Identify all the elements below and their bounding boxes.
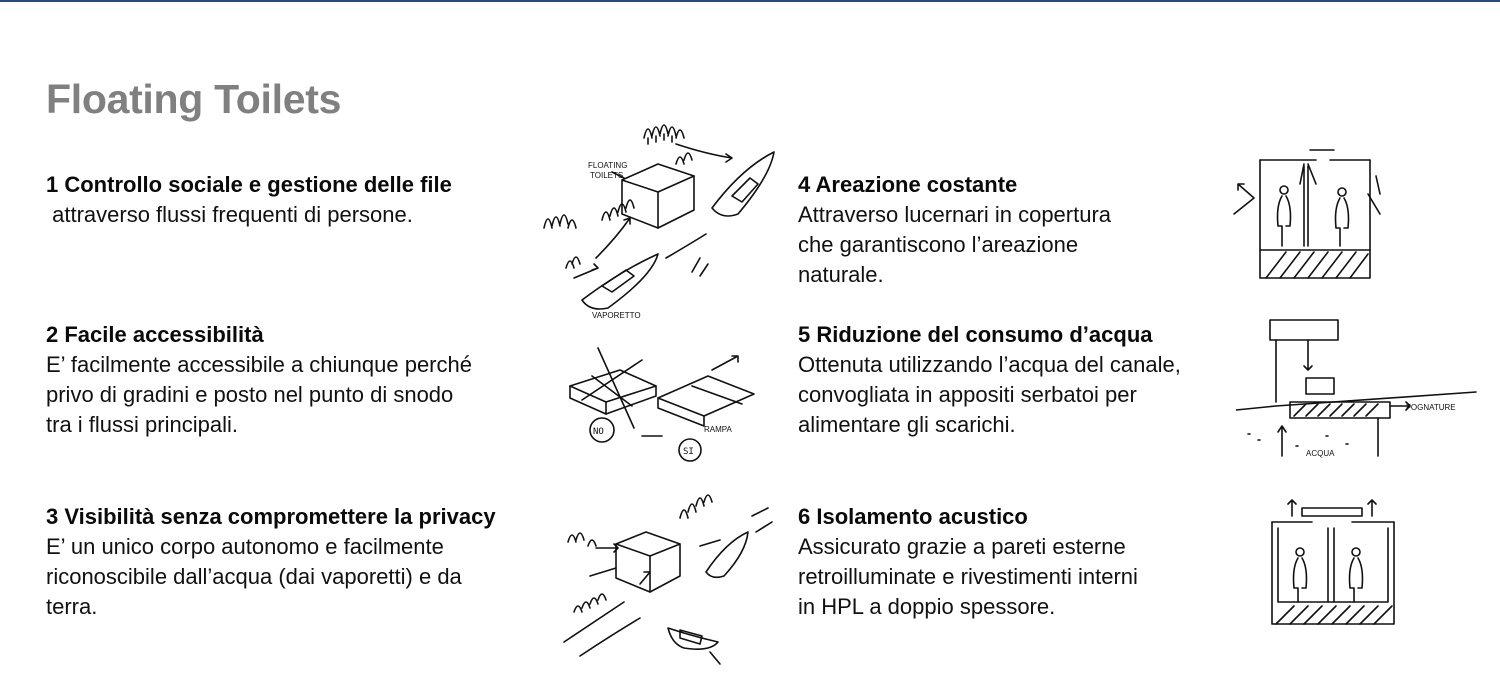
sketch-aeration: [1230, 140, 1390, 290]
tree-cluster-icon: [644, 125, 684, 144]
feature-text-line: Attraverso lucernari in copertura: [798, 202, 1112, 227]
feature-item-2: [46, 320, 472, 440]
feature-heading: 5 Riduzione del consumo d’acqua: [798, 322, 1153, 347]
feature-text-line: Assicurato grazie a pareti esterne: [798, 534, 1126, 559]
person-icon: [1278, 186, 1349, 246]
feature-item-6: [798, 502, 1138, 622]
top-border-line: [0, 0, 1500, 2]
airflow-arrow-icon: [1234, 164, 1380, 214]
feature-text-line: naturale.: [798, 262, 884, 287]
label-fognature: FOGNATURE: [1406, 403, 1456, 412]
floating-box-icon: [622, 164, 694, 228]
sketch-acoustic-insulation: [1262, 492, 1402, 642]
feature-text-line: terra.: [46, 594, 98, 619]
label-si: SI: [683, 447, 694, 457]
label-toilets: TOILETS: [590, 171, 624, 180]
feature-text-line: privo di gradini e posto nel punto di snodo: [46, 382, 454, 407]
sketch-visibility: [560, 492, 780, 672]
feature-text-line: retroilluminate e rivestimenti interni: [798, 564, 1138, 589]
label-rampa: RAMPA: [704, 425, 732, 434]
label-floating: FLOATING: [588, 161, 628, 170]
feature-text-line: alimentare gli scarichi.: [798, 412, 1016, 437]
feature-item-1: [46, 170, 452, 230]
feature-text-line: attraverso flussi frequenti di persone.: [46, 202, 413, 227]
building-section-icon: [1260, 150, 1370, 278]
feature-item-4: [798, 170, 1111, 290]
sketch-social-control: [536, 108, 786, 328]
label-vaporetto: VAPORETTO: [592, 311, 641, 320]
ramp-platform-icon: [642, 356, 754, 436]
feature-item-3: [46, 502, 496, 622]
feature-text-line: tra i flussi principali.: [46, 412, 238, 437]
vaporetto-boat-icon: [582, 254, 658, 309]
feature-text-line: in HPL a doppio spessore.: [798, 594, 1056, 619]
floating-box-icon: [616, 532, 680, 592]
building-section-icon: [1272, 500, 1394, 624]
feature-heading: 4 Areazione costante: [798, 172, 1018, 197]
feature-text-line: che garantiscono l’areazione: [798, 232, 1079, 257]
feature-heading: 2 Facile accessibilità: [46, 322, 264, 347]
flow-arrow-icon: [564, 508, 772, 664]
feature-text-line: convogliata in appositi serbatoi per: [798, 382, 1137, 407]
tree-cluster-icon: [568, 495, 712, 612]
steps-platform-icon: [570, 348, 656, 428]
label-acqua: ACQUA: [1306, 449, 1335, 458]
feature-text-line: riconoscibile dall’acqua (dai vaporetti) e da: [46, 564, 462, 589]
tank-diagram-icon: [1236, 320, 1476, 456]
feature-item-5: [798, 320, 1181, 440]
feature-heading: 6 Isolamento acustico: [798, 504, 1028, 529]
feature-heading: 3 Visibilità senza compromettere la privacy: [46, 504, 496, 529]
label-no: NO: [593, 427, 604, 437]
sketch-water-reduction: [1236, 316, 1486, 476]
sketch-accessibility: [562, 340, 782, 470]
feature-text-line: E’ un unico corpo autonomo e facilmente: [46, 534, 444, 559]
page-title: Floating Toilets: [46, 76, 342, 122]
feature-heading: 1 Controllo sociale e gestione delle file: [46, 172, 452, 197]
vaporetto-boat-icon: [712, 152, 774, 216]
feature-text-line: E’ facilmente accessibile a chiunque perché: [46, 352, 472, 377]
feature-text-line: Ottenuta utilizzando l’acqua del canale,: [798, 352, 1181, 377]
